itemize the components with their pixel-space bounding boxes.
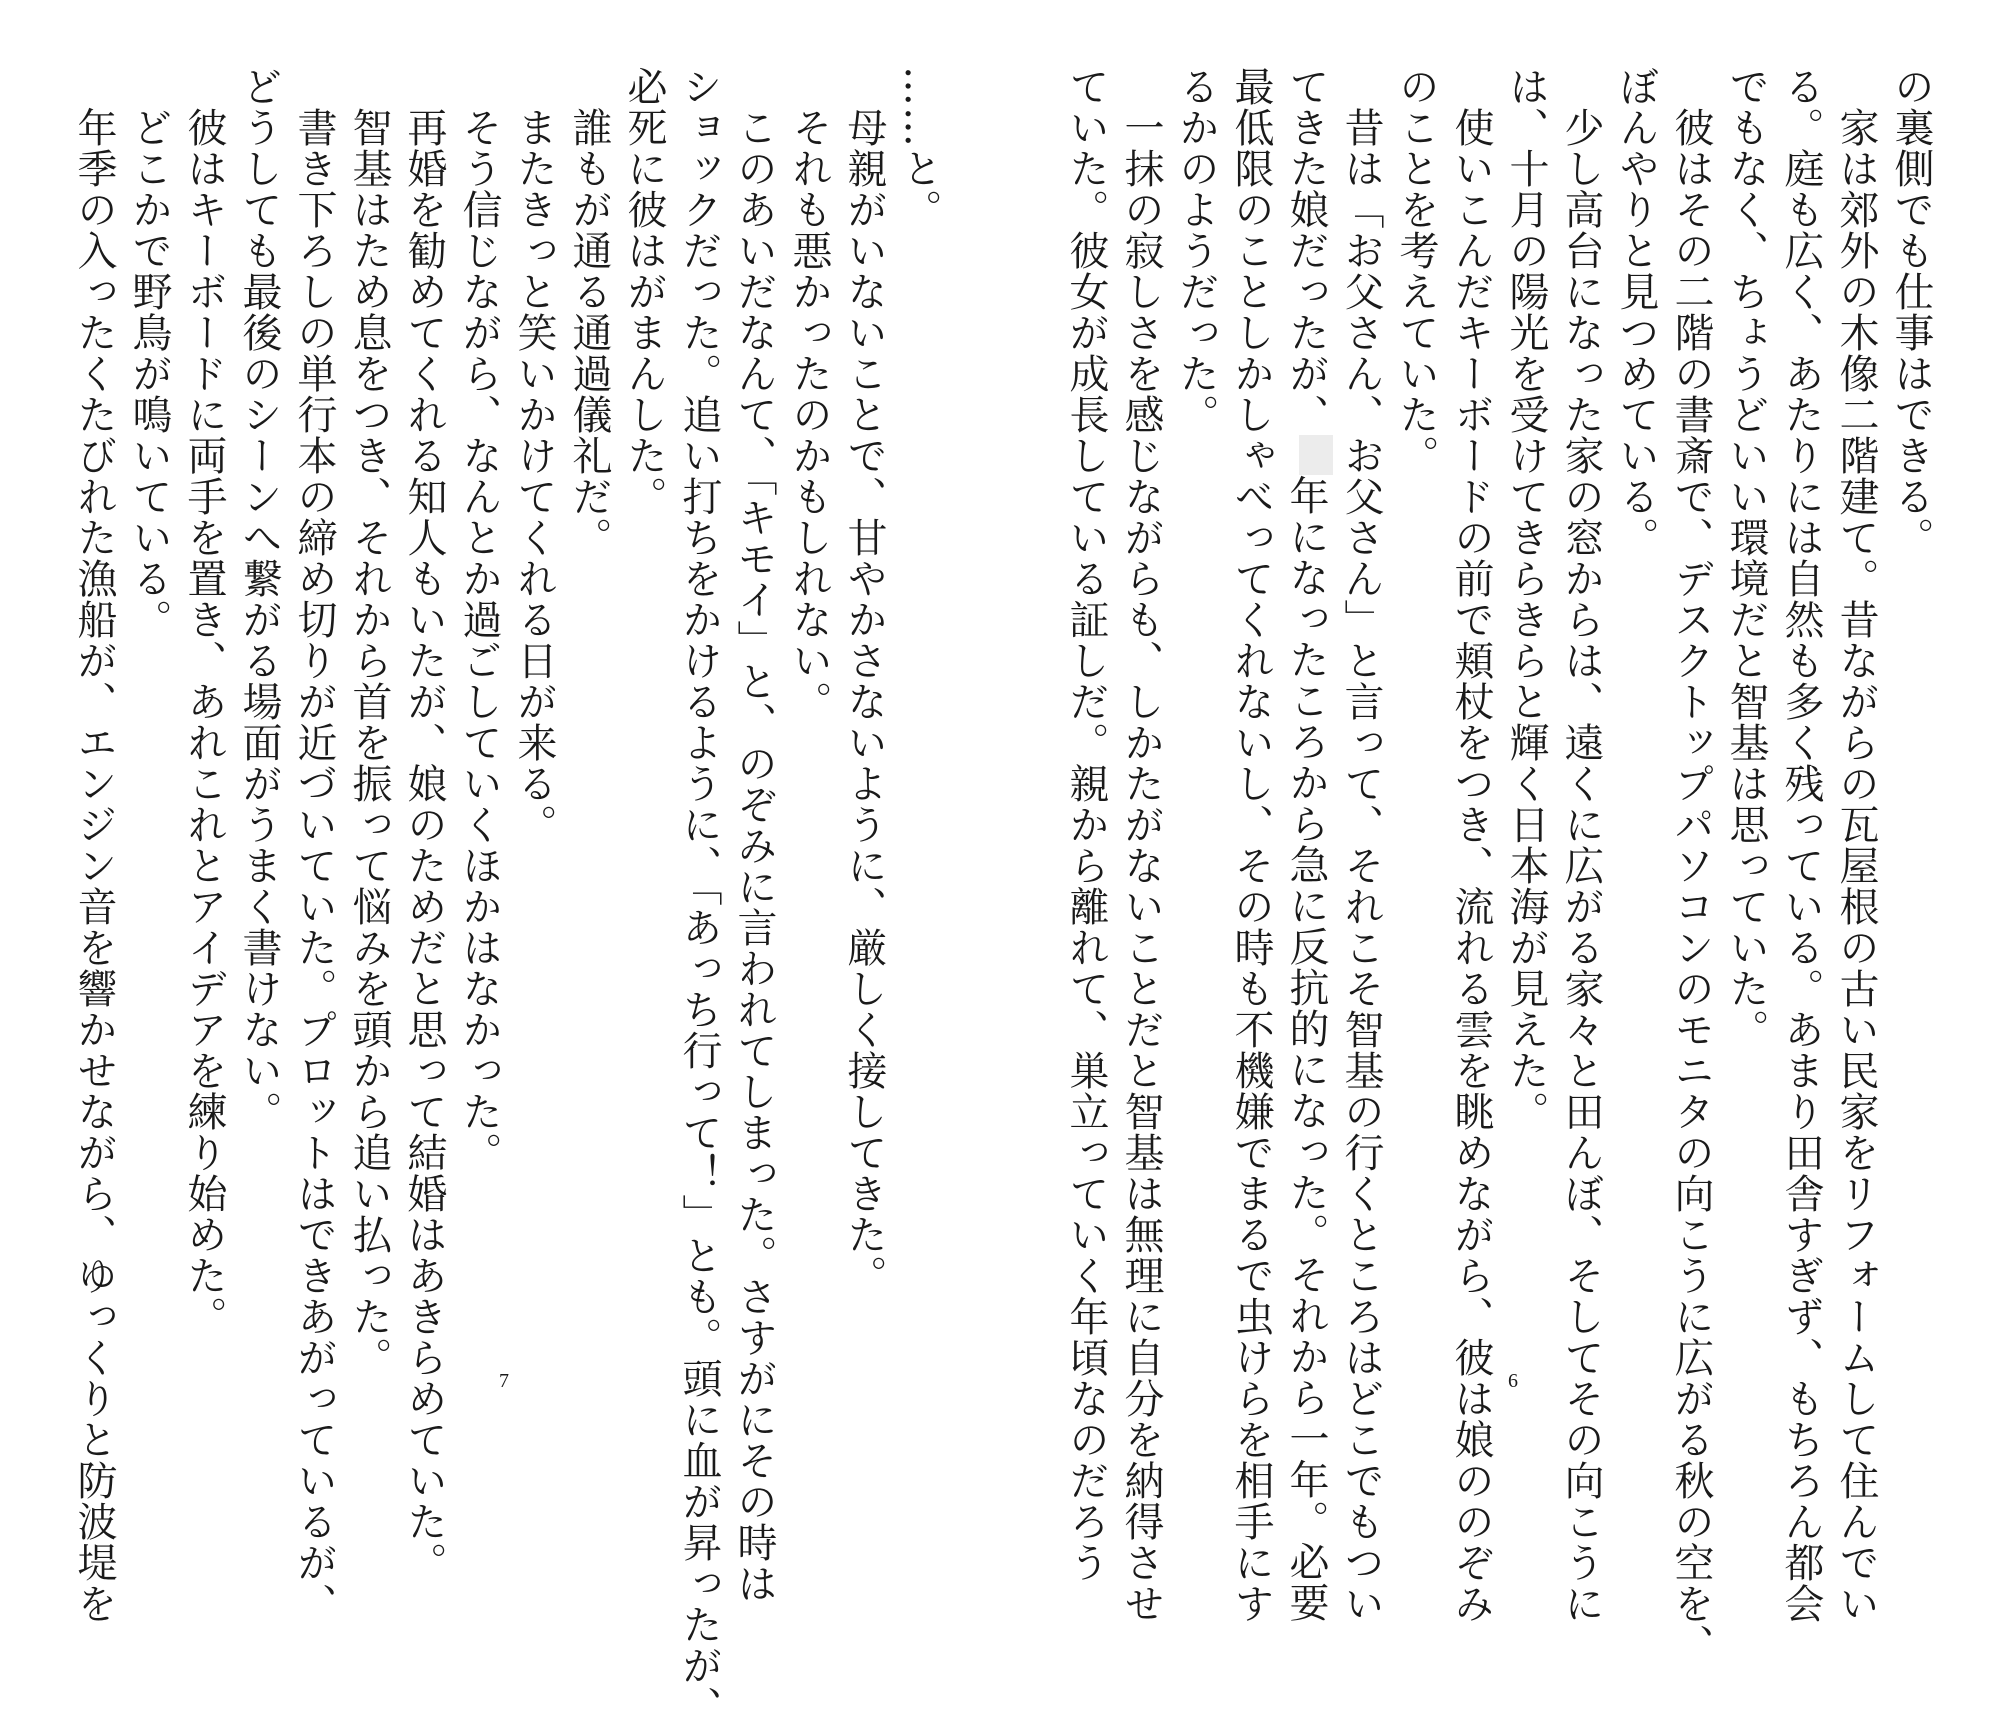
text-line: 最低限のことしかしゃべってくれないし、その時も不機嫌でまるで虫けらを相手にす xyxy=(1228,66,1274,1624)
redacted-blank xyxy=(1299,435,1333,475)
text-line: の裏側でも仕事はできる。 xyxy=(1888,66,1934,558)
text-line: 一抹の寂しさを感じながらも、しかたがないことだと智基は無理に自分を納得させ xyxy=(1118,107,1164,1624)
text-line: 昔は「お父さん、お父さん」と言って、それこそ智基の行くところはどこでもつい xyxy=(1338,107,1384,1624)
text-line: どこかで野鳥が鳴いている。 xyxy=(126,107,172,640)
text-line: そう信じながら、なんとか過ごしていくほかはなかった。 xyxy=(456,107,502,1173)
text-line: るかのようだった。 xyxy=(1173,66,1219,435)
page-number: 6 xyxy=(1508,1370,1518,1392)
right-page-text xyxy=(1063,66,1938,1665)
text-line: ていた。彼女が成長している証しだ。親から離れて、巣立っていく年頃なのだろう xyxy=(1063,66,1109,1583)
text-line: どうしても最後のシーンへ繋がる場面がうまく書けない。 xyxy=(236,66,282,1132)
text-line: 書き下ろしの単行本の締め切りが近づいていた。プロットはできあがっているが、 xyxy=(291,107,337,1624)
text-line: 家は郊外の木像二階建て。昔ながらの瓦屋根の古い民家をリフォームして住んでい xyxy=(1833,107,1879,1624)
text-line: は、十月の陽光を受けてきらきらと輝く日本海が見えた。 xyxy=(1503,66,1549,1132)
text-line: このあいだなんて、「キモイ」と、のぞみに言われてしまった。さすがにその時は xyxy=(731,107,777,1604)
text-line: 母親がいないことで、甘やかさないように、厳しく接してきた。 xyxy=(841,107,887,1296)
left-page-text xyxy=(62,66,946,1727)
text-line: ショックだった。追い打ちをかけるように、「あっち行って！」とも。頭に血が昇ったが、 xyxy=(676,66,722,1727)
text-line: それも悪かったのかもしれない。 xyxy=(786,107,832,722)
text-line: 使いこんだキーボードの前で頬杖をつき、流れる雲を眺めながら、彼は娘ののぞみ xyxy=(1448,107,1494,1624)
text-segment: 年になったころから急に反抗的になった。それから一年。必要 xyxy=(1283,475,1329,1623)
text-line: る。庭も広く、あたりには自然も多く残っている。あまり田舎すぎず、もちろん都会 xyxy=(1778,66,1824,1624)
text-line: ……と。 xyxy=(896,66,942,230)
text-line: ぼんやりと見つめている。 xyxy=(1613,66,1659,558)
text-line: 再婚を勧めてくれる知人もいたが、娘のためだと思って結婚はあきらめていた。 xyxy=(401,107,447,1583)
text-line: 年季の入ったくたびれた漁船が、エンジン音を響かせながら、ゆっくりと防波堤を xyxy=(71,107,117,1624)
text-line: でもなく、ちょうどいい環境だと智基は思っていた。 xyxy=(1723,66,1769,1050)
text-line: 少し高台になった家の窓からは、遠くに広がる家々と田んぼ、そしてその向こうに xyxy=(1558,107,1604,1624)
page-number: 7 xyxy=(499,1370,509,1392)
text-line: 彼はキーボードに両手を置き、あれこれとアイデアを練り始めた。 xyxy=(181,107,227,1337)
text-segment: てきた娘だったが、 xyxy=(1283,66,1329,435)
text-line: 彼はその二階の書斎で、デスクトップパソコンのモニタの向こうに広がる秋の空を、 xyxy=(1668,107,1714,1665)
text-line: のことを考えていた。 xyxy=(1393,66,1439,476)
text-line: 智基はため息をつき、それから首を振って悩みを頭から追い払った。 xyxy=(346,107,392,1378)
text-line: 誰もが通る通過儀礼だ。 xyxy=(566,107,612,558)
text-line-with-blank xyxy=(1278,66,1333,1623)
text-line: またきっと笑いかけてくれる日が来る。 xyxy=(511,107,557,845)
text-line: 必死に彼はがまんした。 xyxy=(621,66,667,517)
